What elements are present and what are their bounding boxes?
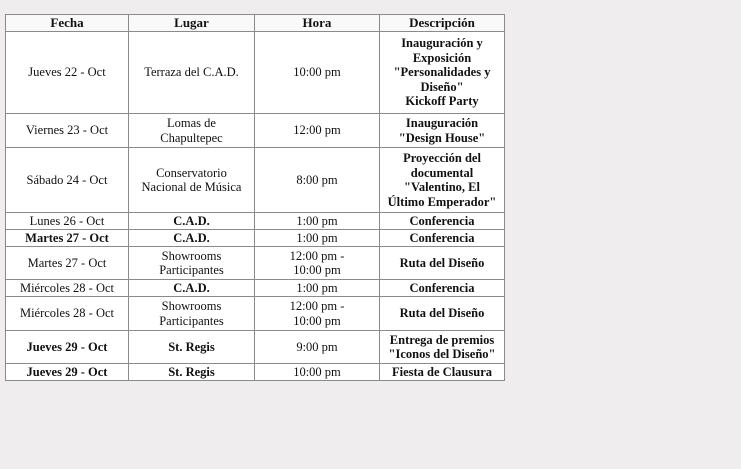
cell-lugar-line: Conservatorio [156,165,227,180]
cell-lugar-line: Showrooms [161,299,222,313]
cell-fecha: Jueves 29 - Oct [6,331,129,364]
table-row [6,148,505,213]
cell-lugar-line: Participantes [159,313,224,328]
cell-lugar-line: Terraza del C.A.D. [144,65,239,80]
cell-hora-line: 12:00 pm - [289,248,345,263]
cell-descripcion [380,280,505,297]
header-descripcion: Descripción [380,15,505,32]
cell-descripcion [380,364,505,381]
cell-hora [255,148,380,213]
cell-hora [255,32,380,114]
cell-descripcion [380,331,505,364]
cell-lugar [129,213,255,230]
cell-descripcion [380,230,505,247]
cell-lugar-line: Nacional de Música [141,180,242,194]
cell-hora-line: 12:00 pm [293,123,341,138]
cell-hora-line: 8:00 pm [296,172,338,187]
cell-descripcion [380,32,505,114]
cell-desc-line: "Valentino, El [404,180,480,194]
cell-hora [255,297,380,331]
cell-desc-line: Proyección del [403,151,481,165]
cell-lugar [129,297,255,331]
cell-lugar [129,280,255,297]
table-row [6,213,505,230]
cell-hora-line: 1:00 pm [296,230,338,245]
cell-desc-line: Último Emperador" [387,194,497,209]
cell-hora [255,280,380,297]
cell-lugar-line: Showrooms [161,248,222,263]
cell-descripcion [380,213,505,230]
table-row [6,32,505,114]
cell-desc-line: documental [410,165,474,180]
cell-lugar-line: Participantes [159,263,224,277]
cell-desc-line: Conferencia [409,280,475,295]
cell-lugar-line: Chapultepec [160,130,223,145]
cell-fecha: Jueves 29 - Oct [6,364,129,381]
cell-fecha: Jueves 22 - Oct [6,32,129,114]
cell-fecha: Sábado 24 - Oct [6,148,129,213]
cell-fecha: Martes 27 - Oct [6,247,129,280]
table-row [6,280,505,297]
cell-desc-line: Ruta del Diseño [399,306,485,321]
table-row [6,114,505,148]
cell-fecha: Miércoles 28 - Oct [6,297,129,331]
cell-desc-line: Conferencia [409,230,475,245]
cell-fecha: Miércoles 28 - Oct [6,280,129,297]
cell-desc-line: "Iconos del Diseño" [388,347,496,361]
table-row [6,364,505,381]
cell-fecha: Lunes 26 - Oct [6,213,129,230]
cell-lugar-line: C.A.D. [173,280,210,295]
cell-descripcion [380,114,505,148]
table-row [6,247,505,280]
cell-desc-line: Diseño" [420,79,464,94]
cell-desc-line: Exposición [412,50,472,65]
cell-lugar [129,331,255,364]
cell-lugar [129,148,255,213]
cell-desc-line: Inauguración [405,116,479,130]
cell-hora-line: 9:00 pm [296,339,338,354]
cell-desc-line: Inauguración y [401,36,483,51]
table-row [6,331,505,364]
cell-desc-line: Fiesta de Clausura [392,364,492,379]
cell-desc-line: "Personalidades y [393,65,491,80]
cell-hora-line: 1:00 pm [296,280,338,295]
cell-lugar-line: St. Regis [168,364,215,379]
table-row [6,297,505,331]
cell-hora [255,364,380,381]
header-lugar: Lugar [129,15,255,32]
cell-descripcion [380,148,505,213]
cell-descripcion [380,297,505,331]
event-schedule-table [5,14,505,381]
schedule-sheet [5,14,504,381]
cell-desc-line: Entrega de premios [389,332,495,347]
header-row [6,15,505,32]
cell-hora-line: 12:00 pm - [289,299,345,313]
cell-hora-line: 10:00 pm [293,313,341,328]
cell-descripcion [380,247,505,280]
cell-desc-line: "Design House" [398,130,486,145]
cell-lugar [129,32,255,114]
cell-desc-line: Conferencia [409,213,475,228]
cell-hora [255,114,380,148]
cell-lugar [129,114,255,148]
cell-lugar-line: Lomas de [167,116,216,130]
cell-hora-line: 1:00 pm [296,213,338,228]
cell-hora-line: 10:00 pm [293,364,341,379]
cell-lugar [129,247,255,280]
table-row [6,230,505,247]
header-hora: Hora [255,15,380,32]
cell-hora-line: 10:00 pm [293,65,341,80]
cell-hora [255,331,380,364]
cell-lugar-line: C.A.D. [173,230,210,245]
cell-lugar-line: C.A.D. [173,213,210,228]
cell-hora [255,230,380,247]
cell-lugar-line: St. Regis [168,339,215,354]
cell-hora [255,213,380,230]
cell-desc-line: Kickoff Party [405,94,479,109]
cell-lugar [129,230,255,247]
cell-fecha: Viernes 23 - Oct [6,114,129,148]
cell-desc-line: Ruta del Diseño [399,255,485,270]
cell-hora-line: 10:00 pm [293,263,341,277]
header-fecha: Fecha [6,15,129,32]
cell-fecha: Martes 27 - Oct [6,230,129,247]
cell-hora [255,247,380,280]
cell-lugar [129,364,255,381]
